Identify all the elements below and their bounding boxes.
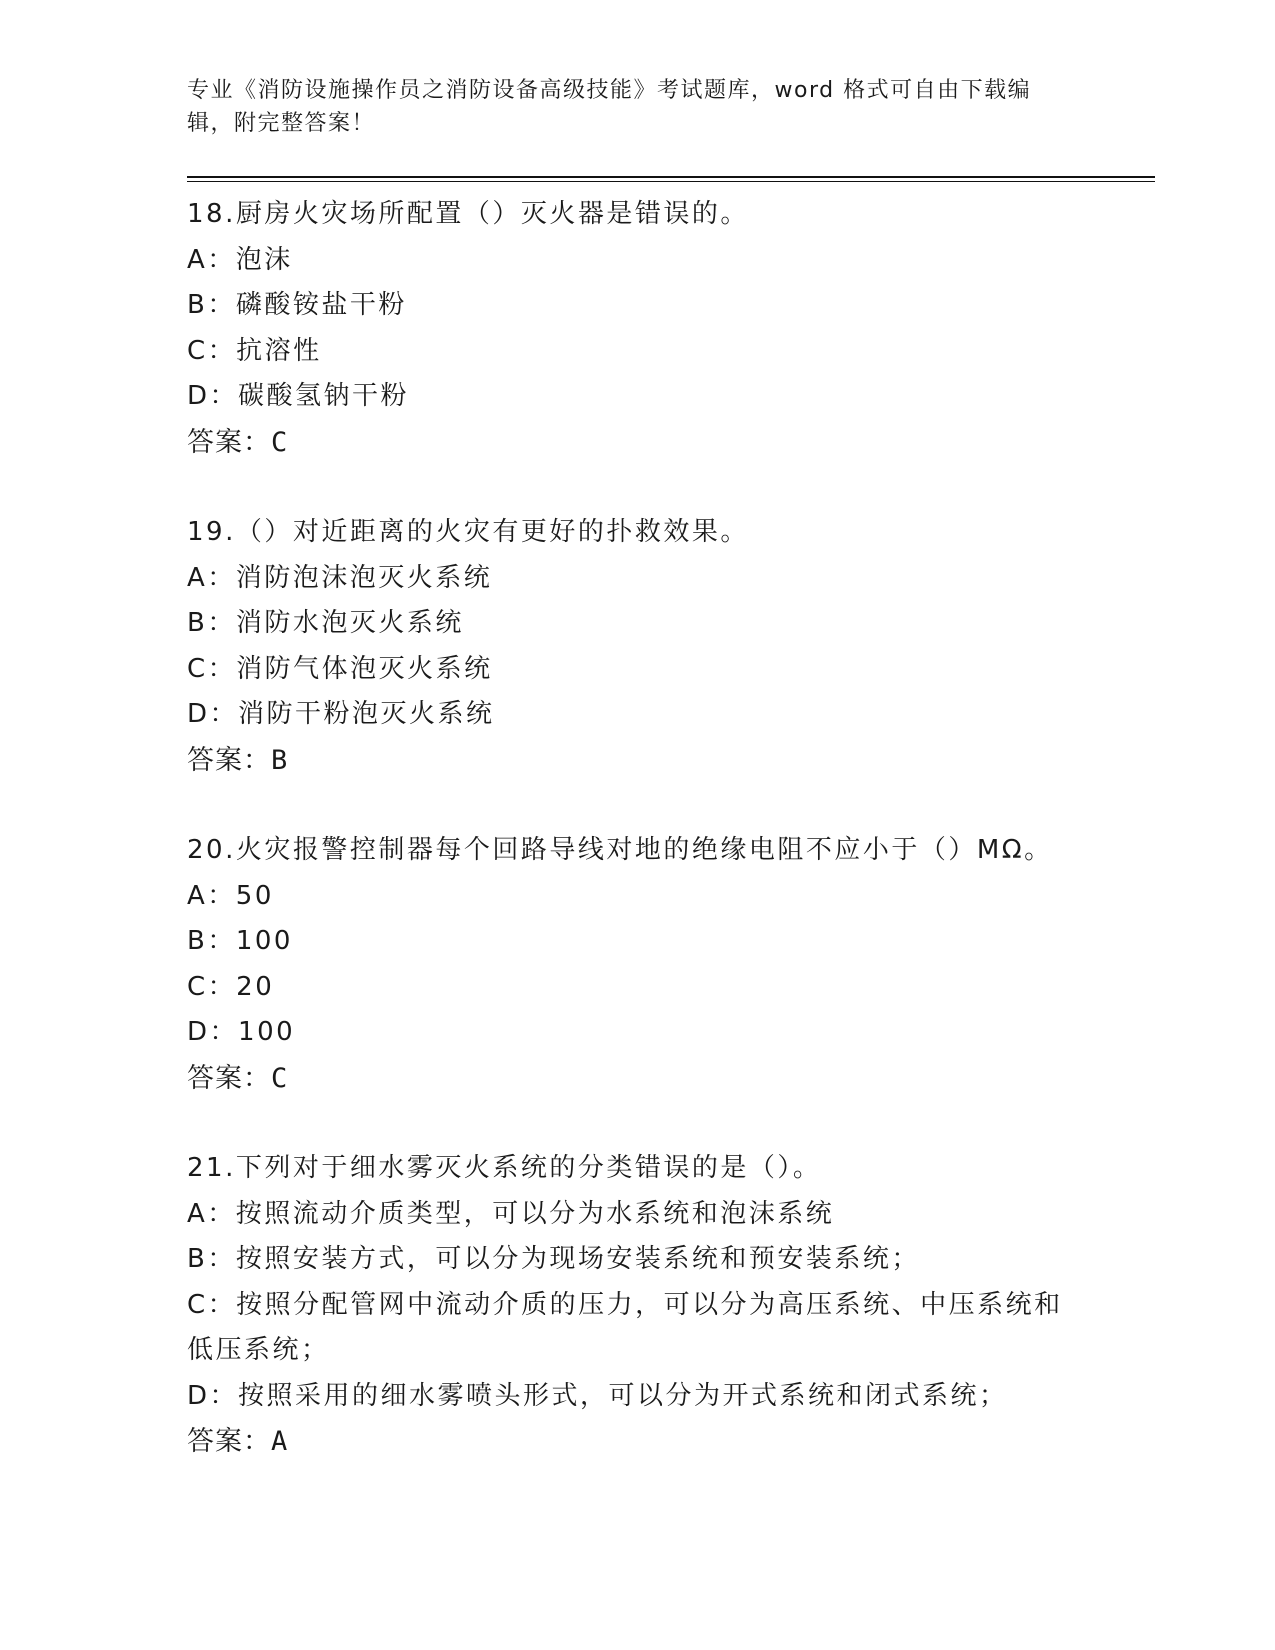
header-note-line-2: 辑，附完整答案！ <box>187 111 376 136</box>
question-19 <box>187 510 1087 783</box>
option-b: B：按照安装方式，可以分为现场安装系统和预安装系统； <box>187 1244 920 1274</box>
header-divider-thin <box>187 181 1155 182</box>
question-gap <box>187 783 1087 828</box>
question-gap <box>187 1101 1087 1146</box>
header-divider-thick <box>187 176 1155 178</box>
option-d: D：消防干粉泡灭火系统 <box>187 699 495 729</box>
option-d: D：100 <box>187 1017 296 1047</box>
answer-label: 答案：A <box>187 1426 289 1457</box>
answer-label: 答案：C <box>187 1062 289 1094</box>
option-b: B：磷酸铵盐干粉 <box>187 290 407 320</box>
option-d: D：碳酸氢钠干粉 <box>187 381 410 411</box>
question-18 <box>187 192 1087 465</box>
question-list <box>187 192 1087 1465</box>
option-c: C：抗溶性 <box>187 335 322 366</box>
option-b: B：100 <box>187 926 293 956</box>
option-a: A：按照流动介质类型，可以分为水系统和泡沫系统 <box>187 1198 835 1229</box>
option-a: A：泡沫 <box>187 244 293 275</box>
option-c: C：20 <box>187 971 275 1002</box>
question-stem: 20.火灾报警控制器每个回路导线对地的绝缘电阻不应小于（）MΩ。 <box>187 835 1053 865</box>
question-20 <box>187 828 1087 1101</box>
question-stem: 19.（）对近距离的火灾有更好的扑救效果。 <box>187 517 749 547</box>
option-d: D：按照采用的细水雾喷头形式，可以分为开式系统和闭式系统； <box>187 1380 1008 1411</box>
question-21 <box>187 1146 1087 1465</box>
answer-label: 答案：C <box>187 426 289 458</box>
option-c: C：消防气体泡灭火系统 <box>187 653 493 684</box>
answer-label: 答案：B <box>187 744 289 776</box>
option-a: A：50 <box>187 880 274 911</box>
header-note <box>187 74 1067 140</box>
question-stem: 21.下列对于细水雾灭火系统的分类错误的是（）。 <box>187 1153 822 1183</box>
option-a: A：消防泡沫泡灭火系统 <box>187 562 493 593</box>
question-gap <box>187 465 1087 510</box>
question-stem: 18.厨房火灾场所配置（）灭火器是错误的。 <box>187 199 749 229</box>
header-note-line-1: 专业《消防设施操作员之消防设备高级技能》考试题库，word 格式可自由下载编 <box>187 78 1032 103</box>
option-c: C：按照分配管网中流动介质的压力，可以分为高压系统、中压系统和低压系统； <box>187 1289 1063 1365</box>
option-b: B：消防水泡灭火系统 <box>187 608 464 638</box>
